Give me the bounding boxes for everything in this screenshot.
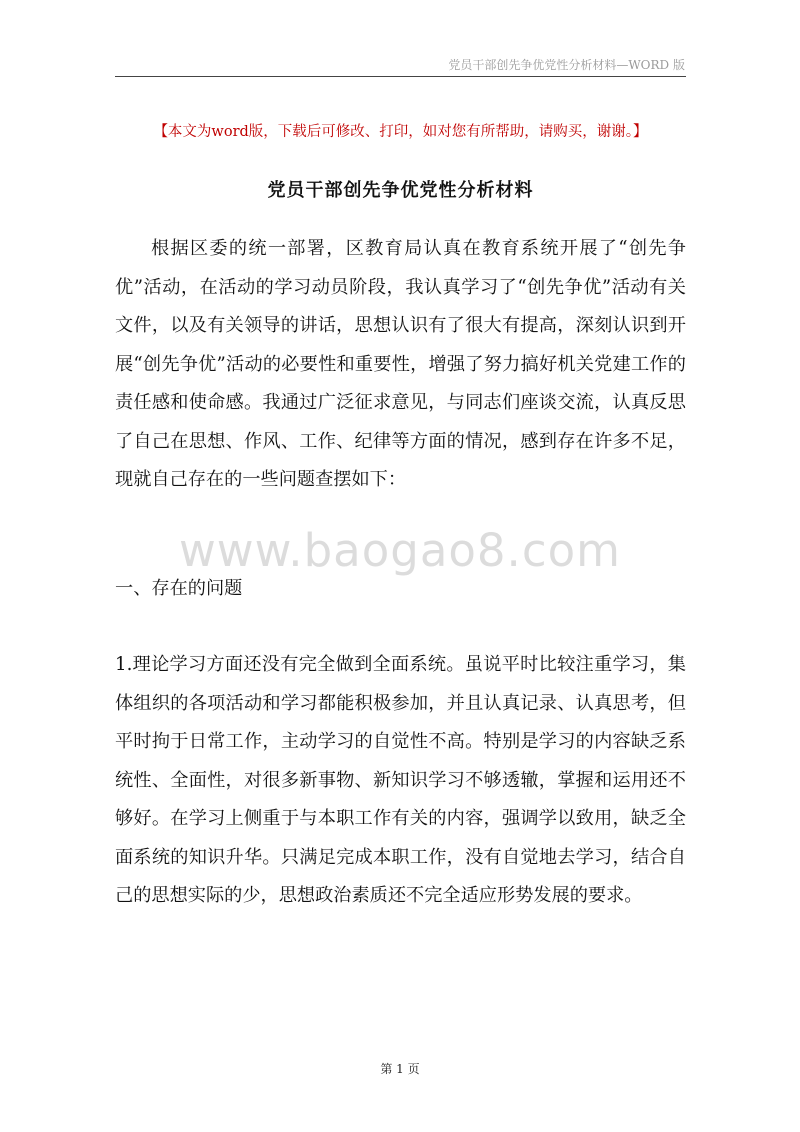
purchase-notice: 【本文为word版，下载后可修改、打印，如对您有所帮助，请购买，谢谢。】: [153, 124, 648, 140]
watermark: www.baogao8.com: [179, 524, 621, 577]
section-heading: 一、存在的问题: [115, 578, 243, 599]
document-title: 党员干部创先争优党性分析材料: [267, 180, 534, 201]
point-1-paragraph: 1.理论学习方面还没有完全做到全面系统。虽说平时比较注重学习，集体组织的各项活动和学习都能积极参加，并且认真记录、认真思考，但平时拘于日常工作，主动学习的自觉性不高。特别是学习的内容缺乏系统性、全面性，对很多新事物、新知识学习不够透辙，掌握和运用还不够好。在学习上侧重于与本职工作有关的内容，强调学以致用，缺乏全面系统的知识升华。只满足完成本职工作，没有自觉地去学习，结合自己的思想实际的少，思想政治素质还不完全适应形势发展的要求。: [115, 654, 686, 906]
running-header: 党员干部创先争优党性分析材料—WORD 版: [448, 58, 685, 72]
intro-paragraph: 根据区委的统一部署，区教育局认真在教育系统开展了“创先争优”活动，在活动的学习动员阶段，我认真学习了“创先争优”活动有关文件，以及有关领导的讲话，思想认识有了很大有提高，深刻认识到开展“创先争优”活动的必要性和重要性，增强了努力搞好机关党建工作的责任感和使命感。我通过广泛征求意见，与同志们座谈交流，认真反思了自己在思想、作风、工作、纪律等方面的情况，感到存在许多不足，现就自己存在的一些问题查摆如下：: [115, 238, 686, 490]
page-number: 第 1 页: [380, 1062, 420, 1076]
header-divider: [115, 76, 686, 77]
